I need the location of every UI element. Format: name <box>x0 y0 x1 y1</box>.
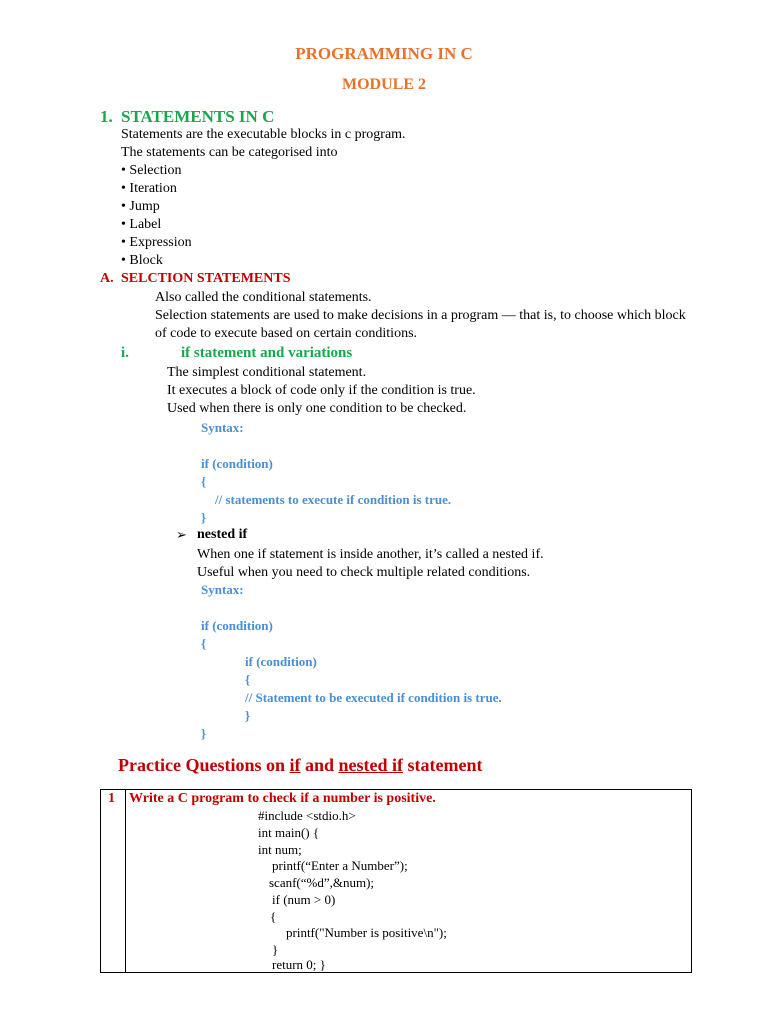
row-question: Write a C program to check if a number is positive. <box>129 791 436 806</box>
code-line: { <box>201 636 207 651</box>
section1-heading: STATEMENTS IN C <box>121 107 275 126</box>
code-line: // Statement to be executed if condition is true. <box>245 690 502 705</box>
sectionA-letter: A. <box>100 271 114 286</box>
code-line: { <box>201 474 207 489</box>
code-line: scanf(“%d”,&num); <box>269 875 375 890</box>
practice-table <box>100 789 692 973</box>
code-line: int num; <box>258 842 302 857</box>
code-line: printf("Number is positive\n"); <box>286 925 447 940</box>
sectionA-line1: Also called the conditional statements. <box>155 290 372 305</box>
section1-number: 1. <box>100 107 113 126</box>
arrow-bullet-icon: ➢ <box>176 528 187 543</box>
section1-line2: The statements can be categorised into <box>121 145 338 160</box>
nested-heading: nested if <box>197 527 248 542</box>
practice-part2: and <box>300 755 339 775</box>
section1-line1: Statements are the executable blocks in c program. <box>121 127 406 142</box>
code-line: int main() { <box>258 825 320 840</box>
code-line: } <box>245 708 251 723</box>
subI-syntax-label: Syntax: <box>201 420 244 435</box>
nested-line2: Useful when you need to check multiple related conditions. <box>197 565 531 580</box>
sectionA-heading: SELCTION STATEMENTS <box>121 271 291 286</box>
bullet-item: • Iteration <box>121 181 177 196</box>
bullet-item: • Selection <box>121 163 182 178</box>
bullet-item: • Expression <box>121 235 192 250</box>
table-column-divider <box>125 790 126 972</box>
subI-line1: The simplest conditional statement. <box>167 365 367 380</box>
nested-syntax-label: Syntax: <box>201 582 244 597</box>
module-title: MODULE 2 <box>342 76 426 93</box>
bullet-item: • Block <box>121 253 163 268</box>
practice-heading <box>118 755 483 776</box>
code-line: { <box>245 672 251 687</box>
code-line: if (condition) <box>201 456 273 471</box>
practice-kw-if: if <box>289 755 301 775</box>
code-line: { <box>270 909 277 924</box>
subI-heading: if statement and variations <box>181 345 353 361</box>
code-line: if (condition) <box>245 654 317 669</box>
code-line: #include <stdio.h> <box>258 808 356 823</box>
subI-line3: Used when there is only one condition to be checked. <box>167 401 467 416</box>
nested-line1: When one if statement is inside another, it’s called a nested if. <box>197 547 544 562</box>
code-line: } <box>272 942 279 957</box>
subI-number: i. <box>121 345 129 361</box>
code-line: if (condition) <box>201 618 273 633</box>
code-line: } <box>201 726 207 741</box>
practice-kw-nested-if: nested if <box>338 755 404 775</box>
bullet-item: • Jump <box>121 199 160 214</box>
code-line: printf(“Enter a Number”); <box>272 858 408 873</box>
doc-title: PROGRAMMING IN C <box>295 44 473 63</box>
sectionA-line3: of code to execute based on certain conditions. <box>155 326 418 341</box>
sectionA-line2: Selection statements are used to make decisions in a program — that is, to choose which block <box>155 308 686 323</box>
code-line: return 0; } <box>272 957 326 972</box>
code-line: } <box>201 510 207 525</box>
subI-line2: It executes a block of code only if the condition is true. <box>167 383 476 398</box>
practice-part3: statement <box>403 755 483 775</box>
code-line: // statements to execute if condition is true. <box>215 492 452 507</box>
code-line: if (num > 0) <box>272 892 336 907</box>
bullet-item: • Label <box>121 217 162 232</box>
practice-part1: Practice Questions on <box>118 755 290 775</box>
row-number: 1 <box>108 791 115 806</box>
